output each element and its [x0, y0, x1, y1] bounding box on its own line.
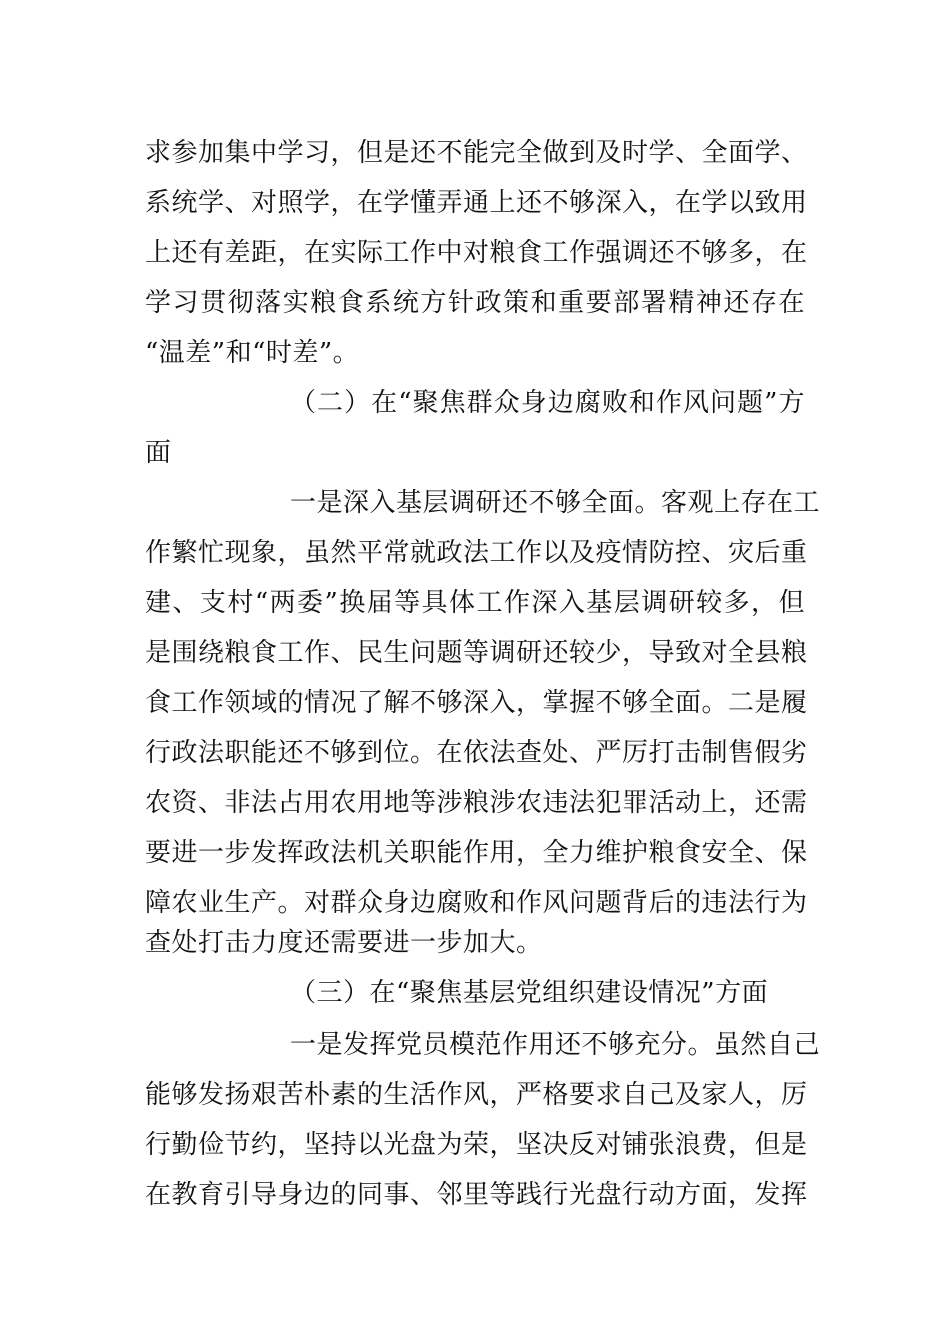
body-text-line: 求参加集中学习，但是还不能完全做到及时学、全面学、 [145, 138, 808, 168]
body-text-line: 农资、非法占用农用地等涉粮涉农违法犯罪活动上，还需 [145, 788, 808, 818]
body-text-line: 要进一步发挥政法机关职能作用，全力维护粮食安全、保 [145, 838, 808, 868]
paragraph-first-line: 一是深入基层调研还不够全面。客观上存在工 [290, 488, 821, 518]
body-text-line: 上还有差距，在实际工作中对粮食工作强调还不够多，在 [145, 238, 808, 268]
body-text-line: “温差”和“时差”。 [145, 338, 360, 368]
section-heading-2: （二）在“聚焦群众身边腐败和作风问题”方 [290, 388, 805, 418]
body-text-line: 能够发扬艰苦朴素的生活作风，严格要求自己及家人，厉 [145, 1080, 808, 1110]
body-text-line: 在教育引导身边的同事、邻里等践行光盘行动方面，发挥 [145, 1180, 808, 1210]
section-heading-3: （三）在“聚焦基层党组织建设情况”方面 [290, 978, 769, 1008]
body-text-line: 是围绕粮食工作、民生问题等调研还较少，导致对全县粮 [145, 638, 808, 668]
section-heading-2-continued: 面 [145, 438, 172, 468]
body-text-line: 行政法职能还不够到位。在依法查处、严厉打击制售假劣 [145, 738, 808, 768]
body-text-line: 建、支村“两委”换届等具体工作深入基层调研较多，但 [145, 588, 805, 618]
body-text-line: 行勤俭节约，坚持以光盘为荣，坚决反对铺张浪费，但是 [145, 1130, 808, 1160]
body-text-line: 障农业生产。对群众身边腐败和作风问题背后的违法行为 [145, 888, 808, 918]
body-text-line: 作繁忙现象，虽然平常就政法工作以及疫情防控、灾后重 [145, 538, 808, 568]
body-text-line: 查处打击力度还需要进一步加大。 [145, 928, 543, 958]
paragraph-first-line: 一是发挥党员模范作用还不够充分。虽然自己 [290, 1030, 821, 1060]
body-text-line: 系统学、对照学，在学懂弄通上还不够深入，在学以致用 [145, 188, 808, 218]
body-text-line: 食工作领域的情况了解不够深入，掌握不够全面。二是履 [145, 688, 808, 718]
body-text-line: 学习贯彻落实粮食系统方针政策和重要部署精神还存在 [145, 288, 805, 318]
